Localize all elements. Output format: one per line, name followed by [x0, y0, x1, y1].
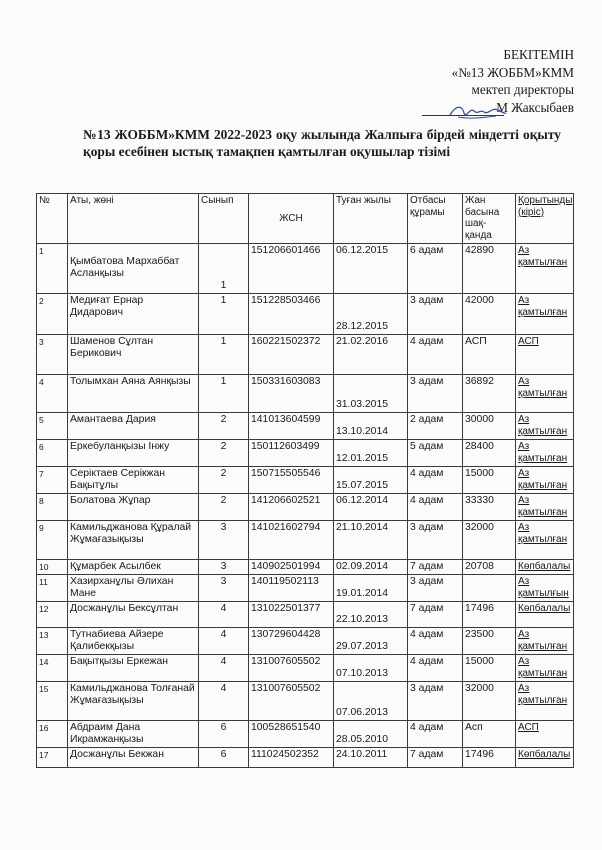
student-iin: 111024502352: [249, 748, 334, 768]
approval-heading: БЕКІТЕМІН: [503, 47, 574, 62]
student-grade: 4: [199, 602, 249, 628]
header-income-per-person: Жан басына шақ-қанда: [463, 194, 516, 244]
students-table: [36, 193, 574, 768]
status-conclusion: Аз қамтылған: [516, 467, 574, 494]
student-iin: 141013604599: [249, 413, 334, 440]
income-per-person: 32000: [463, 521, 516, 560]
row-number: 14: [37, 655, 68, 682]
table-row: [37, 294, 574, 335]
status-conclusion: Аз қамтылған: [516, 682, 574, 721]
row-number: 13: [37, 628, 68, 655]
student-birth-date: 07.06.2013: [334, 682, 408, 721]
row-number: 15: [37, 682, 68, 721]
income-per-person: 20708: [463, 560, 516, 575]
student-grade: 1: [199, 294, 249, 335]
student-iin: 131007605502: [249, 655, 334, 682]
header-birth-date: Туған жылы: [334, 194, 408, 244]
status-conclusion: Аз қамтылған: [516, 375, 574, 413]
family-size: 4 адам: [408, 628, 463, 655]
student-birth-date: 06.12.2015: [334, 244, 408, 294]
student-name: Қымбатова Мархаббат Асланқызы: [68, 244, 199, 294]
student-grade: 1: [199, 375, 249, 413]
family-size: 2 адам: [408, 413, 463, 440]
table-row: [37, 602, 574, 628]
table-row: [37, 628, 574, 655]
table-row: [37, 575, 574, 602]
family-size: 3 адам: [408, 521, 463, 560]
student-birth-date: 19.01.2014: [334, 575, 408, 602]
header-name: Аты, жөні: [68, 194, 199, 244]
family-size: 5 адам: [408, 440, 463, 467]
status-conclusion: Аз қамтылған: [516, 494, 574, 521]
family-size: 4 адам: [408, 494, 463, 521]
row-number: 8: [37, 494, 68, 521]
row-number: 12: [37, 602, 68, 628]
family-size: 4 адам: [408, 335, 463, 375]
student-iin: 150112603499: [249, 440, 334, 467]
status-conclusion: Аз қамтылғын: [516, 575, 574, 602]
student-birth-date: 24.10.2011: [334, 748, 408, 768]
table-row: [37, 521, 574, 560]
document-title: №13 ЖОББМ»КММ 2022-2023 оқу жылында Жалпыға бірдей міндетті оқыту қоры есебінен ыстық тамақпен қамтылған оқушылар тізімі: [83, 127, 561, 159]
student-grade: 1: [199, 335, 249, 375]
row-number: 6: [37, 440, 68, 467]
income-per-person: 36892: [463, 375, 516, 413]
student-grade: 2: [199, 494, 249, 521]
family-size: 4 адам: [408, 655, 463, 682]
table-row: [37, 375, 574, 413]
student-grade: 4: [199, 682, 249, 721]
student-iin: 141021602794: [249, 521, 334, 560]
student-birth-date: 29.07.2013: [334, 628, 408, 655]
student-birth-date: 21.10.2014: [334, 521, 408, 560]
status-conclusion: Көпбалалы: [516, 602, 574, 628]
student-grade: 3: [199, 521, 249, 560]
income-per-person: 23500: [463, 628, 516, 655]
family-size: 7 адам: [408, 602, 463, 628]
row-number: 11: [37, 575, 68, 602]
status-conclusion: АСП: [516, 721, 574, 748]
status-conclusion: Аз қамтылған: [516, 440, 574, 467]
income-per-person: 17496: [463, 748, 516, 768]
student-name: Еркебуланқызы Інжу: [68, 440, 199, 467]
table-row: [37, 413, 574, 440]
approval-signature-line: [344, 99, 574, 117]
income-per-person: 42000: [463, 294, 516, 335]
table-row: [37, 494, 574, 521]
student-name: Хазирханұлы Әлихан Мане: [68, 575, 199, 602]
income-per-person: [463, 575, 516, 602]
family-size: 7 адам: [408, 748, 463, 768]
family-size: 3 адам: [408, 375, 463, 413]
student-grade: 2: [199, 467, 249, 494]
handwritten-signature: [448, 101, 508, 123]
row-number: 10: [37, 560, 68, 575]
student-birth-date: 21.02.2016: [334, 335, 408, 375]
student-birth-date: 22.10.2013: [334, 602, 408, 628]
row-number: 16: [37, 721, 68, 748]
student-name: Камильджанова Құралай Жұмағазықызы: [68, 521, 199, 560]
header-conclusion: Қорытынды (кіріс): [516, 194, 574, 244]
family-size: 7 адам: [408, 560, 463, 575]
family-size: 6 адам: [408, 244, 463, 294]
student-iin: 151228503466: [249, 294, 334, 335]
student-grade: 2: [199, 440, 249, 467]
student-grade: 1: [199, 244, 249, 294]
table-header-row: [37, 194, 574, 244]
table-row: [37, 655, 574, 682]
student-birth-date: 02.09.2014: [334, 560, 408, 575]
table-body: [37, 244, 574, 768]
row-number: 7: [37, 467, 68, 494]
family-size: 3 адам: [408, 682, 463, 721]
student-iin: 141206602521: [249, 494, 334, 521]
family-size: 4 адам: [408, 467, 463, 494]
student-name: Толымхан Аяна Аянқызы: [68, 375, 199, 413]
approval-position: мектеп директоры: [471, 82, 574, 97]
row-number: 4: [37, 375, 68, 413]
table-row: [37, 335, 574, 375]
header-iin: ЖСН: [249, 194, 334, 244]
student-iin: 131007605502: [249, 682, 334, 721]
status-conclusion: Аз қамтылған: [516, 628, 574, 655]
student-iin: 140902501994: [249, 560, 334, 575]
row-number: 3: [37, 335, 68, 375]
income-per-person: Асп: [463, 721, 516, 748]
status-conclusion: Аз қамтылған: [516, 244, 574, 294]
student-grade: 2: [199, 413, 249, 440]
student-birth-date: 15.07.2015: [334, 467, 408, 494]
family-size: 3 адам: [408, 575, 463, 602]
student-name: Медиғат Ернар Дидарович: [68, 294, 199, 335]
income-per-person: 42890: [463, 244, 516, 294]
status-conclusion: Көпбалалы: [516, 560, 574, 575]
table-row: [37, 560, 574, 575]
student-birth-date: 13.10.2014: [334, 413, 408, 440]
table-row: [37, 748, 574, 768]
income-per-person: 15000: [463, 655, 516, 682]
approval-school: «№13 ЖОББМ»КММ: [451, 64, 574, 80]
student-grade: 3: [199, 575, 249, 602]
family-size: 4 адам: [408, 721, 463, 748]
row-number: 2: [37, 294, 68, 335]
row-number: 5: [37, 413, 68, 440]
family-size: 3 адам: [408, 294, 463, 335]
student-name: Бақытқызы Еркежан: [68, 655, 199, 682]
status-conclusion: Аз қамтылған: [516, 521, 574, 560]
student-iin: 150331603083: [249, 375, 334, 413]
table-row: [37, 467, 574, 494]
student-iin: 150715505546: [249, 467, 334, 494]
status-conclusion: Көпбалалы: [516, 748, 574, 768]
header-family-size: Отбасы құрамы: [408, 194, 463, 244]
row-number: 17: [37, 748, 68, 768]
student-name: Шаменов Сұлтан Берикович: [68, 335, 199, 375]
status-conclusion: Аз қамтылған: [516, 413, 574, 440]
income-per-person: 32000: [463, 682, 516, 721]
student-grade: 6: [199, 748, 249, 768]
status-conclusion: АСП: [516, 335, 574, 375]
student-name: Серіктаев Серікжан Бақытұлы: [68, 467, 199, 494]
table-row: [37, 721, 574, 748]
student-iin: 160221502372: [249, 335, 334, 375]
income-per-person: 33330: [463, 494, 516, 521]
table-row: [37, 682, 574, 721]
director-name: М Жаксыбаев: [496, 99, 574, 115]
row-number: 1: [37, 244, 68, 294]
student-name: Құмарбек Асылбек: [68, 560, 199, 575]
student-birth-date: 28.12.2015: [334, 294, 408, 335]
student-grade: 4: [199, 628, 249, 655]
status-conclusion: Аз қамтылған: [516, 655, 574, 682]
status-conclusion: Аз қамтылған: [516, 294, 574, 335]
student-birth-date: 06.12.2014: [334, 494, 408, 521]
income-per-person: АСП: [463, 335, 516, 375]
student-iin: 131022501377: [249, 602, 334, 628]
student-name: Амантаева Дария: [68, 413, 199, 440]
student-iin: 130729604428: [249, 628, 334, 655]
student-name: Абдраим Дана Икрамжанқызы: [68, 721, 199, 748]
student-name: Досжанұлы Бексұлтан: [68, 602, 199, 628]
student-iin: 140119502113: [249, 575, 334, 602]
income-per-person: 17496: [463, 602, 516, 628]
row-number: 9: [37, 521, 68, 560]
income-per-person: 30000: [463, 413, 516, 440]
student-grade: 3: [199, 560, 249, 575]
student-name: Досжанұлы Бекжан: [68, 748, 199, 768]
table-row: [37, 440, 574, 467]
student-birth-date: 28.05.2010: [334, 721, 408, 748]
table-row: [37, 244, 574, 294]
student-birth-date: 31.03.2015: [334, 375, 408, 413]
student-birth-date: 12.01.2015: [334, 440, 408, 467]
student-iin: 100528651540: [249, 721, 334, 748]
student-birth-date: 07.10.2013: [334, 655, 408, 682]
header-grade: Сынып: [199, 194, 249, 244]
student-grade: 6: [199, 721, 249, 748]
student-iin: 151206601466: [249, 244, 334, 294]
student-name: Тутнабиева Айзере Қалибекқызы: [68, 628, 199, 655]
income-per-person: 28400: [463, 440, 516, 467]
student-grade: 4: [199, 655, 249, 682]
income-per-person: 15000: [463, 467, 516, 494]
approval-block: [344, 46, 574, 116]
student-name: Болатова Жұпар: [68, 494, 199, 521]
student-name: Камильджанова Толғанай Жұмағазықызы: [68, 682, 199, 721]
header-number: №: [37, 194, 68, 244]
